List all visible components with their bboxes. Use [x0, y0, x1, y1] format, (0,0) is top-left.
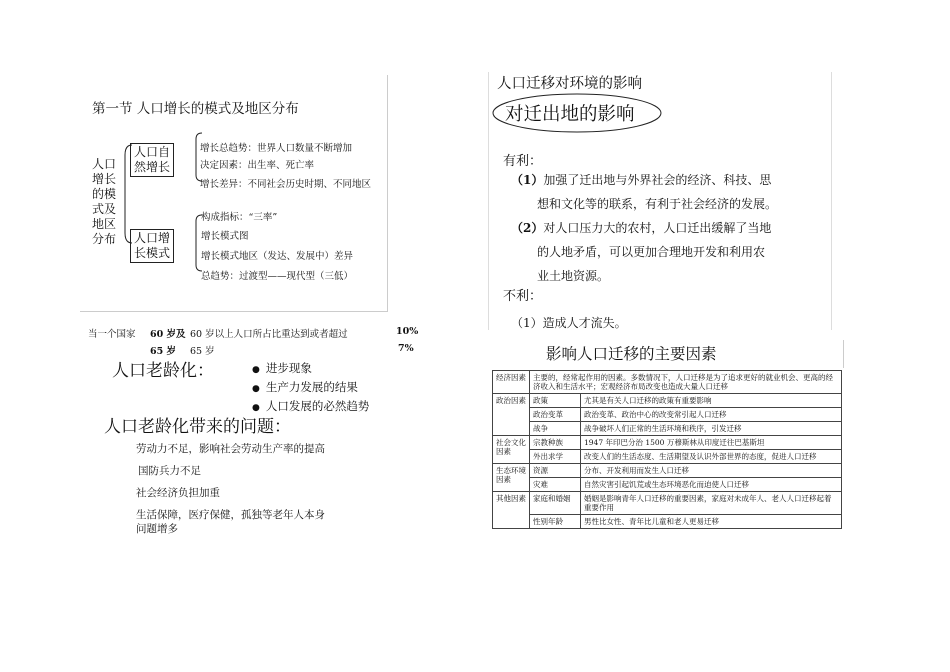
- description-cell: 战争破坏人们正常的生活环境和秩序，引发迁移: [581, 422, 842, 436]
- item-text: 的人地矛盾，可以更加合理地开发和利用农: [537, 245, 766, 259]
- description-cell: 政治变革、政治中心的改变常引起人口迁移: [581, 408, 842, 422]
- subfactor-cell: 战争: [530, 422, 581, 436]
- aging-def-age: 65 岁: [150, 346, 177, 357]
- con-label: 不利：: [503, 289, 543, 304]
- vertical-title-line: 的模: [92, 187, 117, 201]
- vertical-title-line: 式及: [92, 202, 117, 216]
- pro-label: 有利：: [503, 154, 543, 169]
- vertical-title-line: 分布: [92, 232, 117, 246]
- growth-item: 决定因素：出生率、死亡率: [200, 160, 315, 171]
- table-row: [493, 408, 842, 422]
- description-cell: 主要的，经常起作用的因素。多数情况下，人口迁移是为了追求更好的就业机会、更高的经济收入和生活水平；宏观经济布局改变也造成大量人口迁移: [530, 371, 842, 394]
- box-line: 长模式: [134, 246, 171, 260]
- vertical-title-line: 地区: [92, 217, 117, 231]
- table-row: [493, 371, 842, 394]
- mode-item: 构成指标：“三率”: [201, 212, 278, 223]
- item-text: 对人口压力大的农村，人口迁出缓解了当地: [543, 221, 772, 235]
- category-cell: 社会文化因素: [493, 436, 530, 464]
- bullet-item: ● 人口发展的必然趋势: [252, 398, 369, 417]
- table-row: [493, 422, 842, 436]
- panel-title: 人口迁移对环境的影响: [497, 76, 642, 92]
- box-line: 然增长: [134, 160, 171, 174]
- factors-table: [492, 370, 842, 529]
- item-text: 想和文化等的联系，有利于社会经济的发展。: [537, 197, 778, 211]
- subfactor-cell: 政治变革: [530, 408, 581, 422]
- table-title: 影响人口迁移的主要因素: [546, 345, 717, 363]
- aging-heading: 人口老龄化：: [112, 361, 214, 381]
- table-row: [493, 450, 842, 464]
- description-cell: 尤其是有关人口迁移的政策有重要影响: [581, 394, 842, 408]
- subfactor-cell: 政策: [530, 394, 581, 408]
- problem-item: 问题增多: [136, 523, 178, 535]
- box-line: 人口自: [134, 145, 171, 159]
- table-row: [493, 464, 842, 478]
- aging-def-age: 60 岁及: [150, 329, 186, 340]
- description-cell: 婚姻是影响青年人口迁移的重要因素，家庭对未成年人、老人人口迁移起着重要作用: [581, 492, 842, 515]
- table-row: [493, 394, 842, 408]
- category-cell: 生态环境因素: [493, 464, 530, 492]
- aging-def-threshold: 7%: [398, 343, 414, 354]
- problem-item: 劳动力不足，影响社会劳动生产率的提高: [136, 443, 325, 455]
- aging-def-threshold: 10%: [396, 326, 419, 337]
- migration-impact-panel: [488, 72, 832, 330]
- table-row: [493, 436, 842, 450]
- item-number: （2）: [511, 221, 544, 235]
- population-growth-panel: [80, 75, 388, 312]
- con-item: （1）造成人才流失。: [511, 316, 627, 330]
- pro-items: [511, 168, 831, 288]
- subfactor-cell: 外出求学: [530, 450, 581, 464]
- bullet-item: ● 生产力发展的结果: [252, 379, 369, 398]
- description-cell: 1947 年印巴分治 1500 万穆斯林从印度迁往巴基斯坦: [581, 436, 842, 450]
- problems-list: [136, 442, 325, 536]
- problem-item: 社会经济负担加重: [136, 487, 220, 499]
- description-cell: 男性比女性、青年比儿童和老人更易迁移: [581, 515, 842, 529]
- subfactor-cell: 灾难: [530, 478, 581, 492]
- mode-item: 增长模式地区（发达、发展中）差异: [201, 251, 354, 262]
- subfactor-cell: 家庭和婚姻: [530, 492, 581, 515]
- problems-heading: 人口老龄化带来的问题：: [104, 417, 291, 437]
- aging-def-text: 60 岁以上人口所占比重达到或者超过: [190, 329, 348, 340]
- vertical-title-line: 人口: [92, 157, 117, 171]
- table-row: [493, 492, 842, 515]
- description-cell: 自然灾害引起饥荒或生态环境恶化而迫使人口迁移: [581, 478, 842, 492]
- box-line: 人口增: [134, 231, 171, 245]
- subfactor-cell: 宗教种族: [530, 436, 581, 450]
- problem-item: 国防兵力不足: [138, 465, 201, 477]
- description-cell: 改变人们的生活态度、生活期望及认识外部世界的态度，促进人口迁移: [581, 450, 842, 464]
- growth-mode-box: [130, 229, 174, 263]
- bullet-item: ● 进步现象: [252, 360, 369, 379]
- problem-item: 生活保障，医疗保健，孤独等老年人本身: [136, 509, 325, 521]
- growth-item: 增长差异：不同社会历史时期、不同地区: [200, 179, 372, 190]
- table-row: [493, 515, 842, 529]
- migration-factors-panel: [488, 340, 844, 555]
- aging-def-text: 65 岁: [190, 346, 215, 357]
- aging-def-text: 当一个国家: [88, 329, 136, 340]
- growth-item: 增长总趋势：世界人口数量不断增加: [200, 143, 353, 154]
- item-number: （1）: [511, 173, 544, 187]
- category-cell: 经济因素: [493, 371, 530, 394]
- item-text: 加强了迁出地与外界社会的经济、科技、思: [543, 173, 772, 187]
- circled-heading: 对迁出地的影响: [505, 104, 635, 125]
- subfactor-cell: 资源: [530, 464, 581, 478]
- category-cell: 其他因素: [493, 492, 530, 529]
- table-row: [493, 478, 842, 492]
- natural-growth-box: [130, 143, 174, 177]
- mode-item: 总趋势：过渡型——现代型（三低）: [201, 271, 354, 282]
- description-cell: 分布、开发利用而发生人口迁移: [581, 464, 842, 478]
- section-title: 第一节 人口增长的模式及地区分布: [92, 101, 299, 117]
- aging-bullets: [252, 360, 369, 417]
- category-cell: 政治因素: [493, 394, 530, 436]
- subfactor-cell: 性别年龄: [530, 515, 581, 529]
- vertical-title-line: 增长: [92, 172, 117, 186]
- item-text: 业土地资源。: [537, 269, 610, 283]
- mode-item: 增长模式图: [201, 231, 249, 242]
